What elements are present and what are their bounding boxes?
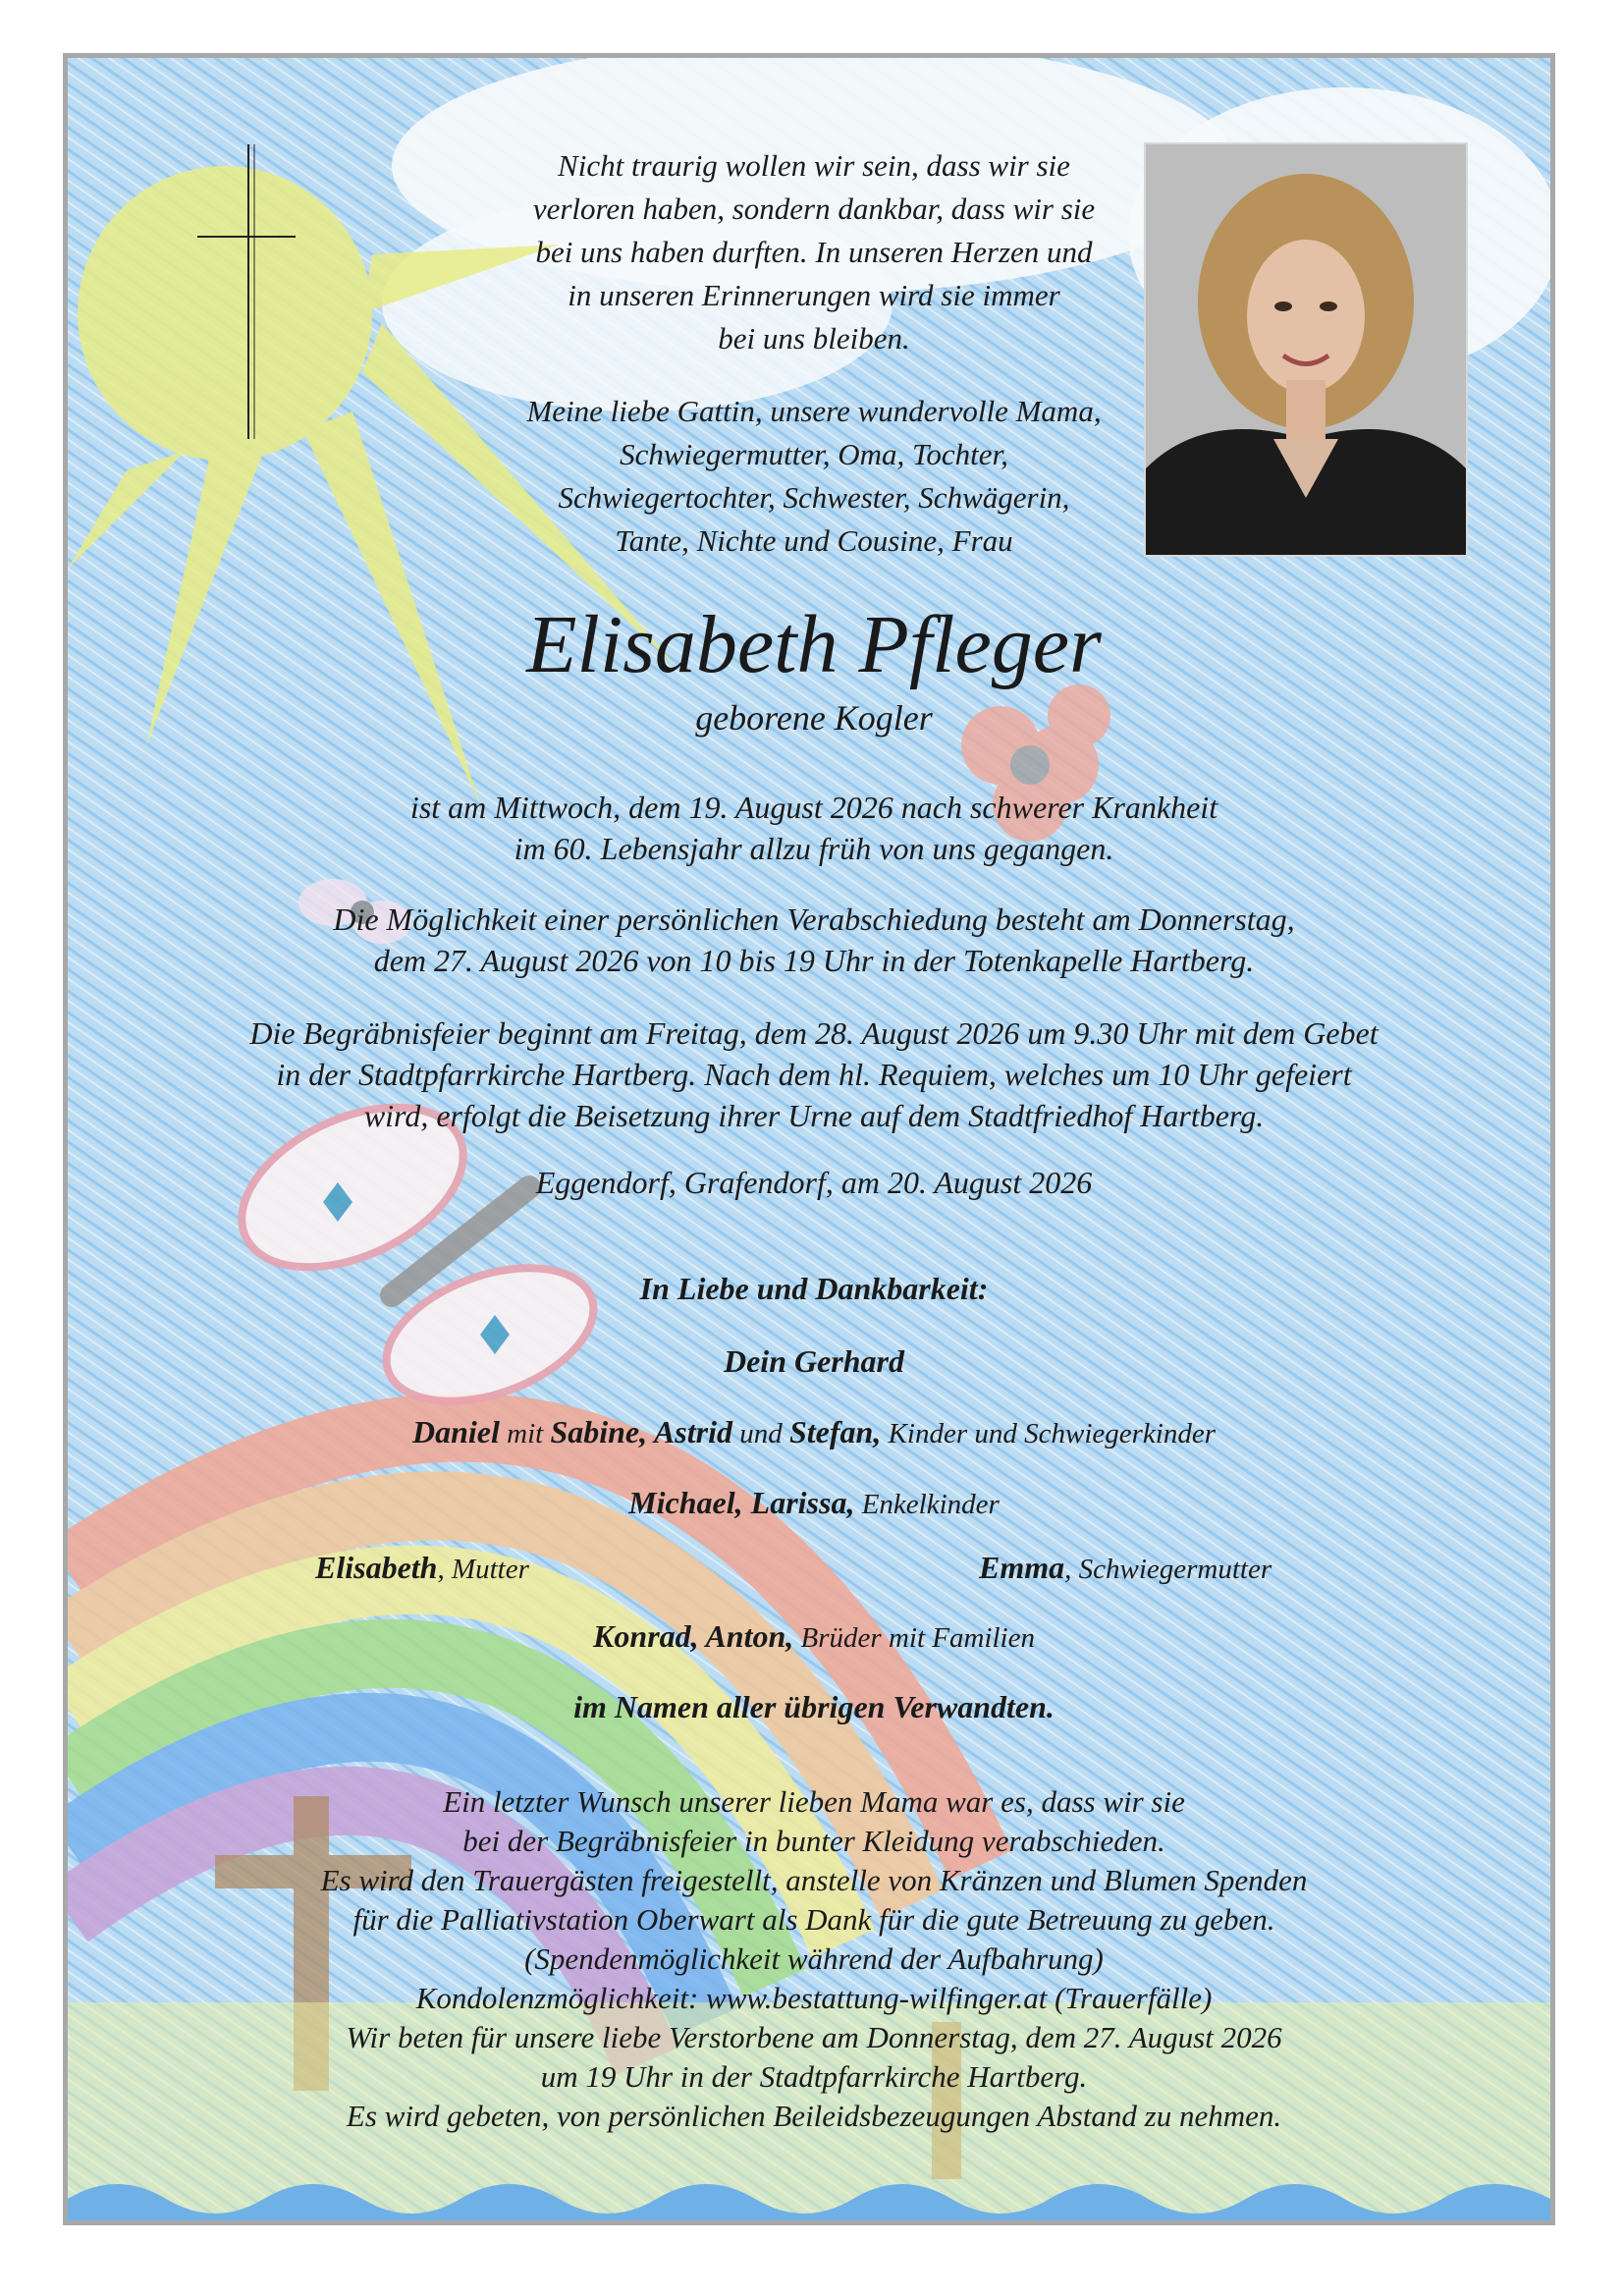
closing-line: für die Palliativstation Oberwart als Dank für die gute Betreuung zu geben. bbox=[352, 1902, 1275, 1937]
family-children bbox=[127, 1411, 1501, 1454]
relatives-text: im Namen aller übrigen Verwandten. bbox=[573, 1689, 1055, 1724]
relationship-intro bbox=[392, 390, 1236, 563]
quote-line: verloren haben, sondern dankbar, dass wir sie bbox=[532, 191, 1096, 226]
closing-line: (Spendenmöglichkeit während der Aufbahrung) bbox=[524, 1941, 1104, 1976]
relation-role: , Schwiegermutter bbox=[1064, 1554, 1272, 1585]
intro-line: Tante, Nichte und Cousine, Frau bbox=[615, 523, 1013, 558]
quote-line: Nicht traurig wollen wir sein, dass wir sie bbox=[558, 148, 1070, 183]
notice-line: in der Stadtpfarrkirche Hartberg. Nach dem hl. Requiem, welches um 10 Uhr gefeiert bbox=[276, 1057, 1352, 1092]
notice-line: Die Begräbnisfeier beginnt am Freitag, dem 28. August 2026 um 9.30 Uhr mit dem Gebet bbox=[249, 1015, 1379, 1051]
relation-role: Kinder und Schwiegerkinder bbox=[881, 1418, 1217, 1449]
place-date: Eggendorf, Grafendorf, am 20. August 2026 bbox=[535, 1165, 1093, 1200]
family-mother bbox=[315, 1547, 529, 1590]
child-names: Sabine, Astrid bbox=[550, 1414, 732, 1449]
closing-notes bbox=[127, 1782, 1501, 2136]
relation-role: Brüder mit Familien bbox=[793, 1622, 1035, 1654]
farewell-info bbox=[166, 899, 1462, 981]
mother-in-law-name: Emma bbox=[979, 1550, 1065, 1585]
quote-line: in unseren Erinnerungen wird sie immer bbox=[568, 278, 1060, 312]
intro-line: Meine liebe Gattin, unsere wundervolle Mama, bbox=[526, 394, 1102, 428]
intro-line: Schwiegertochter, Schwester, Schwägerin, bbox=[558, 480, 1070, 515]
portrait-photo bbox=[1144, 142, 1468, 557]
relation-role: , Mutter bbox=[437, 1554, 529, 1585]
notice-frame bbox=[63, 53, 1555, 2225]
thanks-heading bbox=[127, 1268, 1501, 1309]
husband-name: Dein Gerhard bbox=[723, 1343, 904, 1379]
brother-names: Konrad, Anton, bbox=[593, 1618, 794, 1654]
closing-line: Wir beten für unsere liebe Verstorbene am Donnerstag, dem 27. August 2026 bbox=[346, 2020, 1282, 2054]
deceased-name: Elisabeth Pfleger bbox=[526, 599, 1102, 690]
closing-line: um 19 Uhr in der Stadtpfarrkirche Hartberg. bbox=[540, 2059, 1088, 2094]
notice-line: Die Möglichkeit einer persönlichen Verabschiedung besteht am Donnerstag, bbox=[333, 902, 1295, 937]
notice-line: im 60. Lebensjahr allzu früh von uns gegangen. bbox=[514, 831, 1114, 866]
closing-line: Es wird den Trauergästen freigestellt, anstelle von Kränzen und Blumen Spenden bbox=[320, 1863, 1308, 1897]
funeral-info bbox=[127, 1012, 1501, 1136]
grandchild-names: Michael, Larissa, bbox=[628, 1485, 855, 1520]
relation-role: Enkelkinder bbox=[854, 1489, 1000, 1520]
memorial-quote bbox=[392, 144, 1236, 360]
birth-name: geborene Kogler bbox=[695, 698, 933, 738]
death-notice bbox=[215, 787, 1413, 869]
notice-line: wird, erfolgt die Beisetzung ihrer Urne auf dem Stadtfriedhof Hartberg. bbox=[363, 1098, 1265, 1133]
family-mother-in-law bbox=[979, 1547, 1271, 1590]
mother-name: Elisabeth bbox=[315, 1550, 438, 1585]
notice-line: dem 27. August 2026 von 10 bis 19 Uhr in der Totenkapelle Hartberg. bbox=[373, 943, 1255, 978]
family-grandchildren bbox=[127, 1482, 1501, 1525]
closing-line: Es wird gebeten, von persönlichen Beileidsbezeugungen Abstand zu nehmen. bbox=[346, 2099, 1282, 2133]
quote-line: bei uns haben durften. In unseren Herzen und bbox=[535, 235, 1093, 269]
cross-icon bbox=[197, 144, 305, 449]
family-brothers bbox=[127, 1615, 1501, 1659]
closing-line: bei der Begräbnisfeier in bunter Kleidung verabschieden. bbox=[462, 1824, 1165, 1858]
thanks-text: In Liebe und Dankbarkeit: bbox=[639, 1271, 989, 1306]
intro-line: Schwiegermutter, Oma, Tochter, bbox=[620, 437, 1008, 471]
notice-line: ist am Mittwoch, dem 19. August 2026 nach schwerer Krankheit bbox=[409, 790, 1218, 825]
family-husband bbox=[127, 1340, 1501, 1382]
connector: mit bbox=[499, 1418, 551, 1449]
closing-line: Ein letzter Wunsch unserer lieben Mama war es, dass wir sie bbox=[443, 1784, 1185, 1819]
connector: und bbox=[731, 1418, 789, 1449]
child-name: Daniel bbox=[411, 1414, 500, 1449]
child-name: Stefan, bbox=[788, 1414, 882, 1449]
family-relatives bbox=[127, 1686, 1501, 1727]
portrait-drawing bbox=[1146, 144, 1466, 555]
quote-line: bei uns bleiben. bbox=[718, 321, 910, 355]
closing-line: Kondolenzmöglichkeit: www.bestattung-wilfinger.at (Trauerfälle) bbox=[415, 1981, 1213, 2015]
